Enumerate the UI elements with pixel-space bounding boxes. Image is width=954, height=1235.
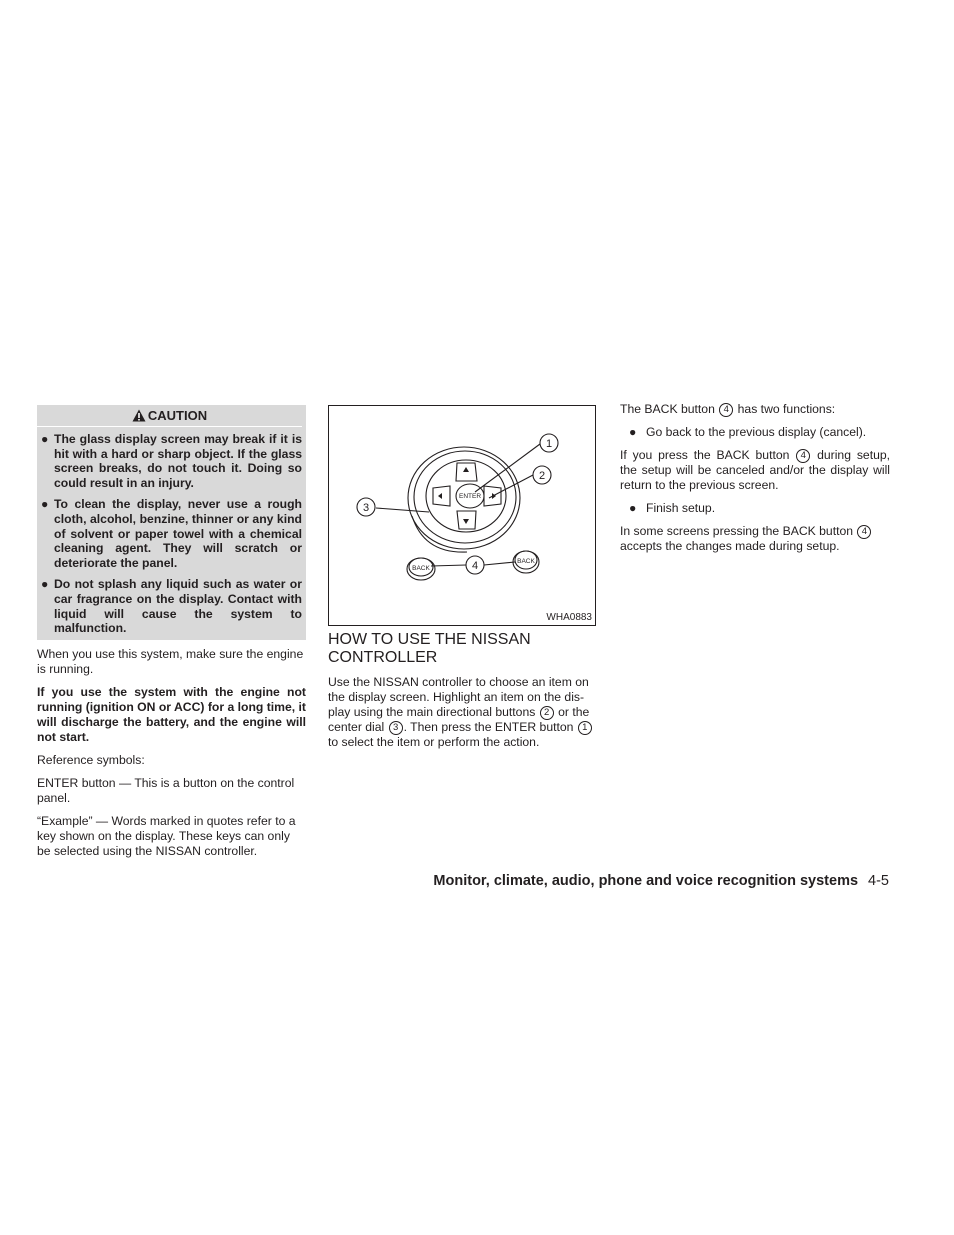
number-1-icon: 1 <box>578 721 592 735</box>
paragraph-back-accepts: In some screens pressing the BACK button 4 accepts the changes made during setup. <box>620 524 890 554</box>
figure-code: WHA0883 <box>546 612 592 623</box>
paragraph-engine-running: When you use this system, make sure the engine is running. <box>37 646 304 676</box>
left-column <box>37 405 306 867</box>
enter-label: ENTER <box>458 493 482 500</box>
number-4-icon: 4 <box>719 403 733 417</box>
back-label-right: BACK <box>517 558 535 565</box>
paragraph-enter-button: ENTER button — This is a button on the control panel. <box>37 775 295 805</box>
callout-1: 1 <box>545 438 553 450</box>
paragraph-back-functions: The BACK button 4 has two functions: <box>620 402 836 416</box>
list-item: ● Go back to the previous display (cancel). <box>629 425 867 439</box>
middle-column <box>328 631 598 758</box>
number-4-icon: 4 <box>857 525 871 539</box>
back-label-left: BACK <box>412 565 430 572</box>
controller-figure <box>328 405 596 626</box>
bullet-icon: ● <box>629 425 637 439</box>
caution-title: CAUTION <box>147 408 208 423</box>
page-footer <box>433 873 889 889</box>
warning-icon <box>132 409 146 422</box>
paragraph-back-setup: If you press the BACK button 4 during setup, the setup will be canceled and/or the display will return to the previous screen. <box>620 448 891 492</box>
bullet-icon: ● <box>41 432 49 446</box>
section-heading: HOW TO USE THE NISSAN CONTROLLER <box>328 631 531 666</box>
list-item: ● Finish setup. <box>629 501 716 515</box>
paragraph-controller-usage: Use the NISSAN controller to choose an item on the display screen. Highlight an item on the dis-play using the main directional buttons 2 or the center dial 3 . Then press the ENTER button 1 to select the item or perform the action. <box>328 675 598 750</box>
caution-box <box>37 405 306 640</box>
right-column <box>620 402 890 562</box>
page-number: 4-5 <box>868 873 889 889</box>
paragraph-example: “Example” — Words marked in quotes refer to a key shown on the display. These keys can only be selected using the NISSAN controller. <box>37 813 296 858</box>
number-2-icon: 2 <box>540 706 554 720</box>
callout-2: 2 <box>538 470 546 482</box>
controller-illustration <box>329 406 595 625</box>
caution-header <box>37 405 302 427</box>
caution-item: ● The glass display screen may break if it is hit with a hard or sharp object. If the glass screen breaks, do not touch it. Doing so could result in an injury. <box>41 432 302 490</box>
bullet-icon: ● <box>629 501 637 515</box>
caution-item: ● Do not splash any liquid such as water or car fragrance on the display. Contact with liquid will cause the system to malfunction. <box>41 577 302 636</box>
footer-section-title: Monitor, climate, audio, phone and voice recognition systems <box>433 873 859 889</box>
callout-4: 4 <box>471 560 479 572</box>
number-4-icon: 4 <box>796 449 810 463</box>
bullet-icon: ● <box>41 577 49 592</box>
callout-3: 3 <box>362 502 370 514</box>
caution-item: ● To clean the display, never use a rough cloth, alcohol, benzine, thinner or any kind of solvent or paper towel with a chemical cleaning agent. They will scratch or deteriorate the panel. <box>41 497 302 570</box>
bullet-icon: ● <box>41 497 49 512</box>
number-3-icon: 3 <box>389 721 403 735</box>
caution-list <box>37 432 302 636</box>
paragraph-battery-warning: If you use the system with the engine not running (ignition ON or ACC) for a long time, it will discharge the battery, and the engine will not start. <box>37 684 306 744</box>
paragraph-reference-symbols: Reference symbols: <box>37 752 145 767</box>
